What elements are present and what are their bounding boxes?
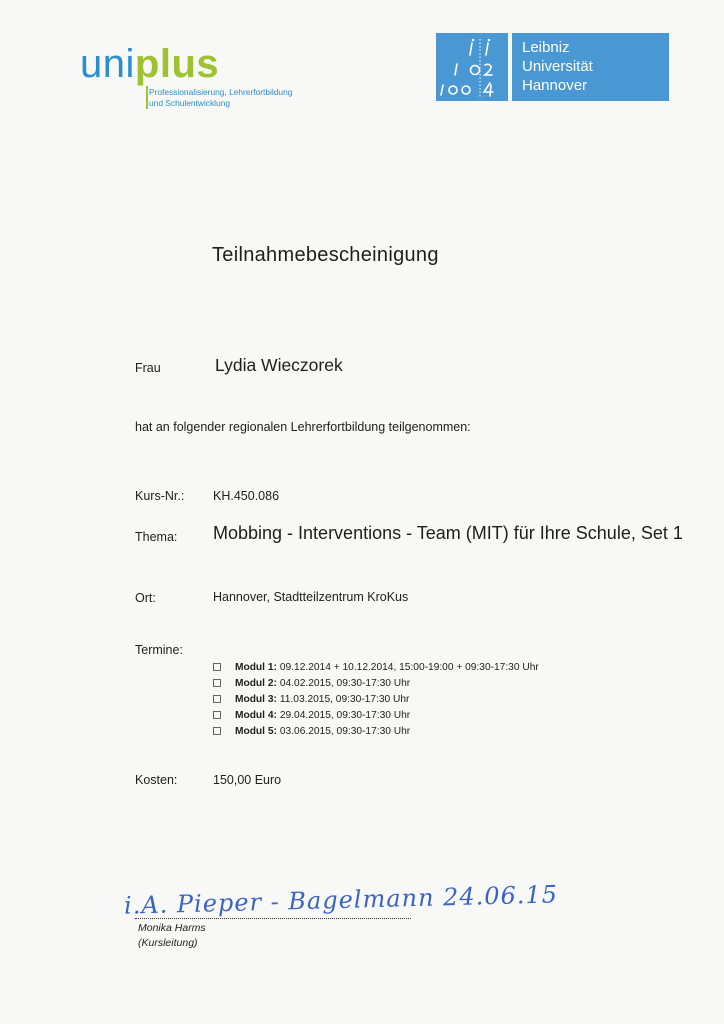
checkbox-icon — [213, 727, 221, 735]
checkbox-icon — [213, 679, 221, 687]
signer-role: (Kursleitung) — [138, 937, 198, 949]
luh-logo — [436, 33, 669, 101]
module-schedule: 04.02.2015, 09:30-17:30 Uhr — [279, 677, 411, 689]
location-value: Hannover, Stadtteilzentrum KroKus — [213, 590, 409, 604]
module-schedule: 29.04.2015, 09:30-17:30 Uhr — [279, 709, 411, 721]
checkbox-icon — [213, 711, 221, 719]
topic-value: Mobbing - Interventions - Team (MIT) für Ihre Schule, Set 1 — [213, 523, 683, 543]
module-name: Modul 3 : — [235, 694, 280, 705]
signer-name: Monika Harms — [138, 922, 206, 934]
intro-text: hat an folgender regionalen Lehrerfortbildung teilgenommen: — [135, 420, 471, 434]
module-name: Modul 5 : — [235, 726, 280, 737]
uniplus-tag-bar — [146, 86, 148, 109]
course-nr-value: KH.450.086 — [213, 489, 280, 503]
checkbox-icon — [213, 663, 221, 671]
participant-name: Lydia Wieczorek — [215, 355, 343, 375]
luh-emblem-icon — [436, 33, 508, 101]
module-name: Modul 1 : — [235, 662, 280, 673]
course-nr-label: Kurs-Nr.: — [135, 489, 185, 503]
dates-label: Termine: — [135, 643, 183, 657]
module-schedule: 03.06.2015, 09:30-17:30 Uhr — [279, 725, 411, 737]
luh-wordmark: Leibniz Universität Hannover — [522, 39, 593, 94]
module-item — [213, 675, 539, 691]
uniplus-tagline: Professionalisierung, Lehrerfortbildung und Schulentwicklung — [149, 87, 293, 108]
module-name: Modul 4 : — [235, 710, 280, 721]
handwritten-signature: i.A. Pieper - Bagelmann 24.06.15 — [123, 880, 559, 920]
location-label: Ort: — [135, 591, 156, 605]
cost-value: 150,00 Euro — [213, 773, 282, 787]
module-schedule: 11.03.2015, 09:30-17:30 Uhr — [279, 693, 410, 705]
module-item — [213, 691, 539, 707]
luh-separator — [508, 33, 512, 101]
module-item — [213, 723, 539, 739]
module-item — [213, 707, 539, 723]
document-title: Teilnahmebescheinigung — [212, 244, 439, 266]
topic-label: Thema: — [135, 530, 178, 544]
uniplus-wordmark: uniplus — [80, 42, 220, 86]
module-item — [213, 659, 539, 675]
uniplus-logo — [80, 42, 293, 108]
checkbox-icon — [213, 695, 221, 703]
module-list — [213, 659, 539, 739]
module-schedule: 09.12.2014 + 10.12.2014, 15:00-19:00 + 09:30-17:30 Uhr — [279, 661, 539, 673]
salutation: Frau — [135, 361, 161, 375]
module-name: Modul 2 : — [235, 678, 280, 689]
signature-line — [135, 918, 411, 919]
cost-label: Kosten: — [135, 773, 178, 787]
